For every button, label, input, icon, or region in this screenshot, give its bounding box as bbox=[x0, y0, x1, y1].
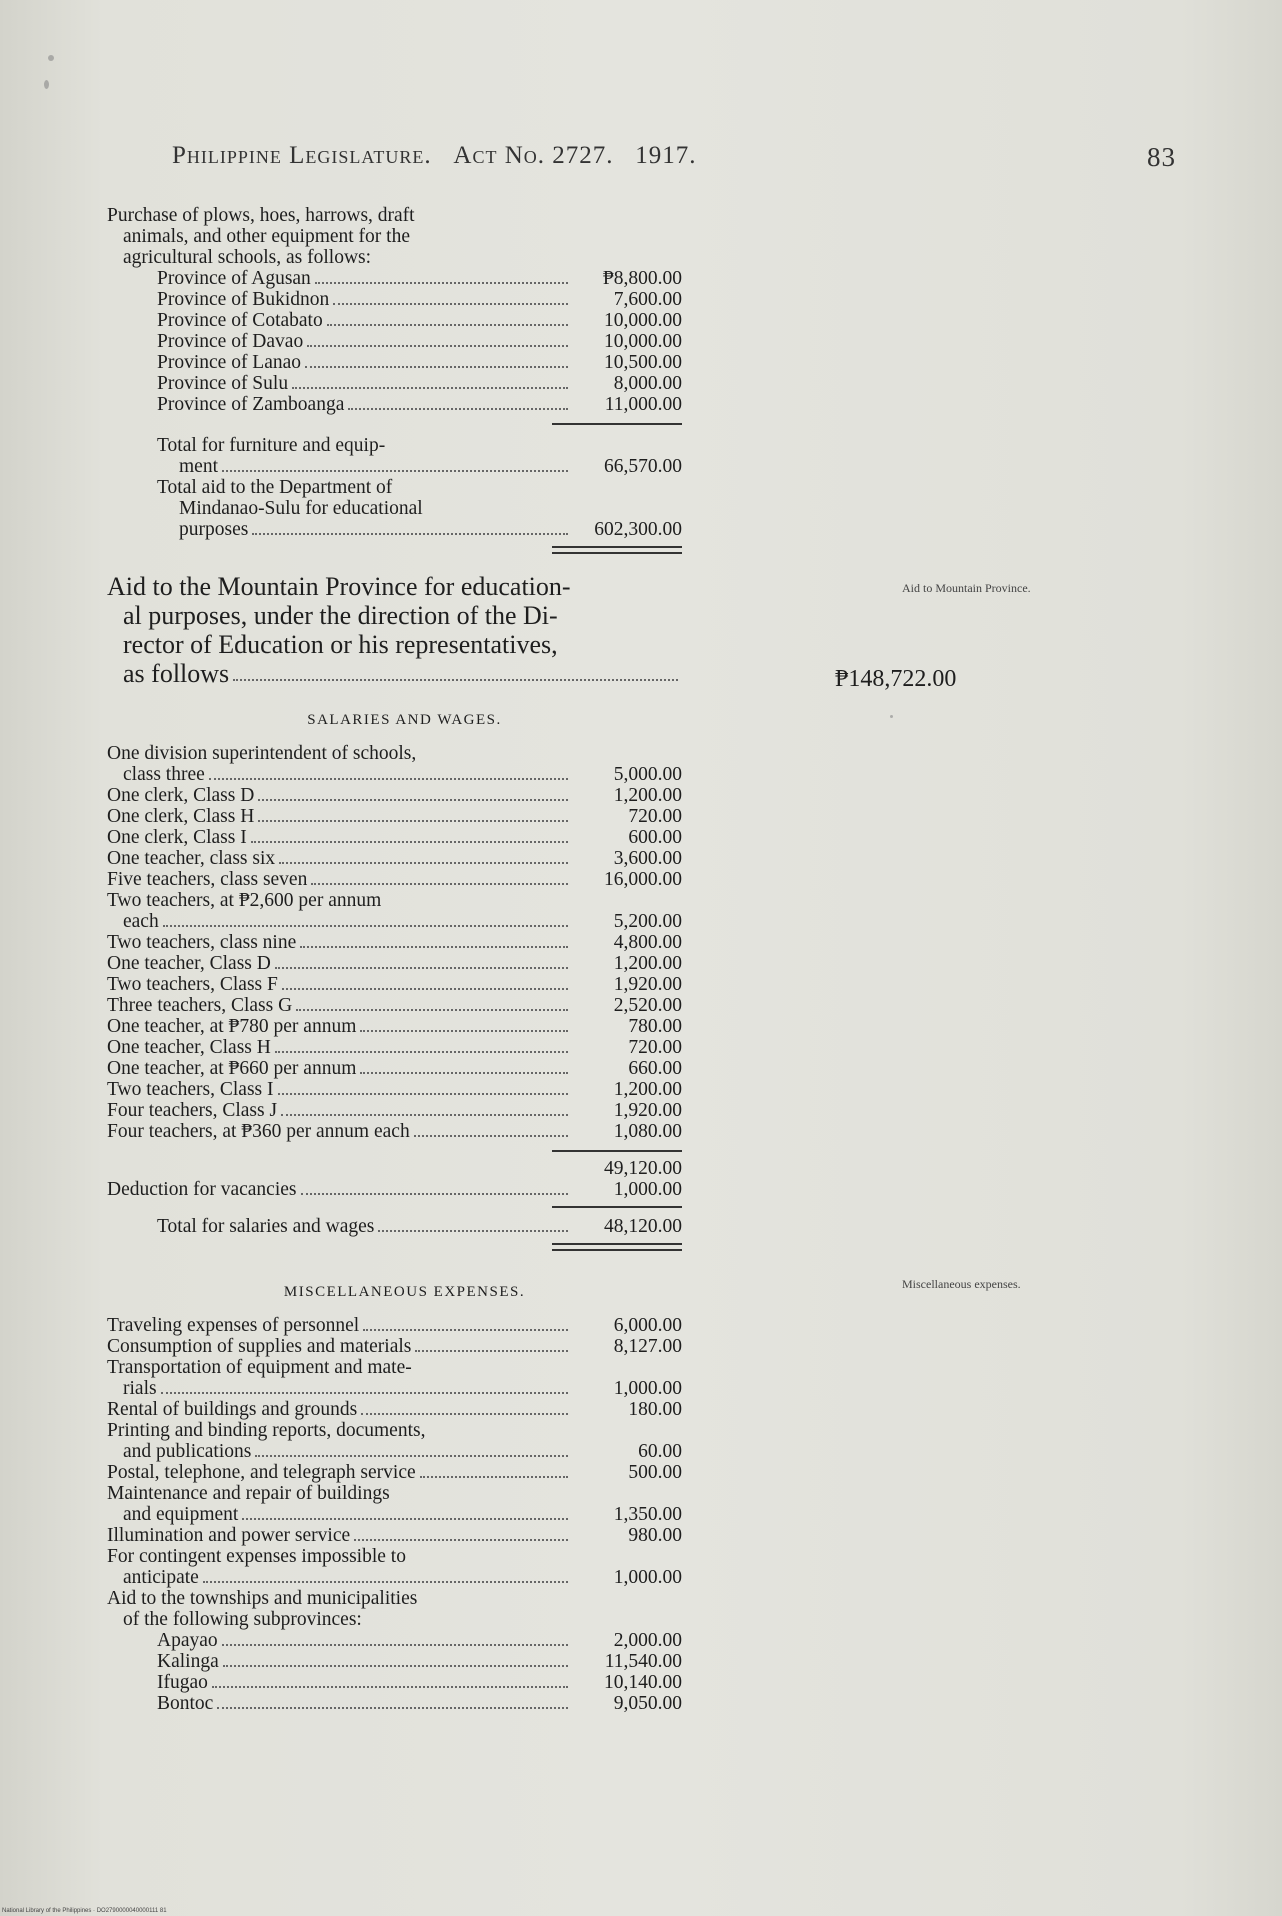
ledger-label: Bontoc bbox=[157, 1693, 214, 1714]
subprovince-items bbox=[107, 1630, 682, 1714]
ledger-row bbox=[107, 1651, 682, 1672]
mountain-province-paragraph bbox=[107, 572, 957, 692]
ledger-label: Apayao bbox=[157, 1630, 218, 1651]
ledger-row bbox=[107, 1693, 682, 1714]
header-act: Act No. 2727. bbox=[453, 142, 614, 169]
ledger-amount: 500.00 bbox=[628, 1462, 682, 1483]
dot-leader bbox=[361, 1413, 568, 1415]
ledger-amount: 2,000.00 bbox=[613, 1630, 682, 1651]
ledger-row bbox=[107, 953, 682, 974]
salary-subtotal-row bbox=[107, 1158, 682, 1179]
ledger-label: Province of Sulu bbox=[157, 373, 289, 394]
page-number: 83 bbox=[1147, 142, 1176, 172]
misc-section bbox=[107, 1262, 682, 1714]
total-furniture-row bbox=[107, 456, 682, 477]
ledger-label: class three bbox=[123, 764, 205, 785]
dot-leader bbox=[360, 1030, 568, 1032]
ledger-amount: 3,600.00 bbox=[613, 848, 682, 869]
ledger-amount: 10,000.00 bbox=[604, 331, 682, 352]
ledger-row bbox=[107, 268, 682, 289]
ledger-amount: 5,000.00 bbox=[613, 764, 682, 785]
ledger-label: Rental of buildings and grounds bbox=[107, 1399, 358, 1420]
equipment-intro bbox=[107, 205, 682, 268]
ledger-label: One clerk, Class I bbox=[107, 827, 247, 848]
ledger-row bbox=[107, 1672, 682, 1693]
ledger-row bbox=[107, 352, 682, 373]
dot-leader bbox=[363, 1329, 568, 1331]
header-legislature: Philippine Legislature. bbox=[172, 142, 432, 169]
ledger-amount: 16,000.00 bbox=[604, 869, 682, 890]
ink-speck bbox=[48, 55, 54, 61]
rule bbox=[552, 1206, 682, 1208]
ledger-amount: 1,200.00 bbox=[613, 785, 682, 806]
ledger-row bbox=[107, 1336, 682, 1357]
deduction-row bbox=[107, 1179, 682, 1200]
ledger-row bbox=[107, 1504, 682, 1525]
ledger-label: and equipment bbox=[123, 1504, 239, 1525]
total-aid-amount: 602,300.00 bbox=[594, 519, 682, 540]
ledger-row bbox=[107, 1058, 682, 1079]
deduction-amount: 1,000.00 bbox=[613, 1179, 682, 1200]
total-furniture-amount: 66,570.00 bbox=[604, 456, 682, 477]
ledger-row bbox=[107, 394, 682, 415]
dot-leader bbox=[307, 345, 568, 347]
ledger-row bbox=[107, 1630, 682, 1651]
ledger-row bbox=[107, 911, 682, 932]
ledger-amount: 60.00 bbox=[638, 1441, 682, 1462]
dot-leader bbox=[305, 366, 568, 368]
mountain-line: rector of Education or his representatives, bbox=[123, 630, 558, 659]
section-title-salaries: SALARIES AND WAGES. bbox=[307, 712, 502, 728]
dot-leader bbox=[258, 820, 568, 822]
ledger-row bbox=[107, 974, 682, 995]
salary-subtotal: 49,120.00 bbox=[604, 1158, 682, 1179]
ledger-amount: 600.00 bbox=[628, 827, 682, 848]
ledger-amount: 10,000.00 bbox=[604, 310, 682, 331]
ledger-row bbox=[107, 289, 682, 310]
ledger-row bbox=[107, 1016, 682, 1037]
ledger-label: One teacher, class six bbox=[107, 848, 276, 869]
mountain-line: al purposes, under the direction of the Di- bbox=[123, 601, 558, 630]
ledger-label: One clerk, Class H bbox=[107, 806, 255, 827]
ledger-amount: 6,000.00 bbox=[613, 1315, 682, 1336]
ledger-row bbox=[107, 848, 682, 869]
ledger-row bbox=[107, 995, 682, 1016]
ledger-label: Province of Bukidnon bbox=[157, 289, 330, 310]
dot-leader bbox=[296, 1009, 568, 1011]
dot-leader bbox=[315, 282, 568, 284]
margin-note-mountain: Aid to Mountain Province. bbox=[902, 581, 1031, 595]
dot-leader bbox=[275, 1051, 568, 1053]
margin-note-misc: Miscellaneous expenses. bbox=[902, 1277, 1021, 1291]
header-year: 1917. bbox=[635, 142, 697, 169]
ledger-amount: 180.00 bbox=[628, 1399, 682, 1420]
ledger-row bbox=[107, 1462, 682, 1483]
rule bbox=[552, 1150, 682, 1152]
ledger-label: Traveling expenses of personnel bbox=[107, 1315, 360, 1336]
ledger-line-text: One division superintendent of schools, bbox=[107, 743, 417, 764]
dot-leader bbox=[327, 324, 568, 326]
equipment-items bbox=[107, 268, 682, 415]
ledger-label: One clerk, Class D bbox=[107, 785, 255, 806]
ledger-row bbox=[107, 827, 682, 848]
ledger-label: Four teachers, Class J bbox=[107, 1100, 278, 1121]
ledger-label: anticipate bbox=[123, 1567, 199, 1588]
deduction-label: Deduction for vacancies bbox=[107, 1179, 297, 1200]
double-rule bbox=[552, 1243, 682, 1251]
ledger-line-text: Maintenance and repair of buildings bbox=[107, 1483, 390, 1504]
ledger-label: Two teachers, Class I bbox=[107, 1079, 274, 1100]
ledger-label: One teacher, at ₱780 per annum bbox=[107, 1016, 357, 1037]
dot-leader bbox=[300, 946, 568, 948]
ledger-amount: 1,920.00 bbox=[613, 1100, 682, 1121]
running-header bbox=[172, 142, 1176, 182]
ledger-row bbox=[107, 1525, 682, 1546]
ledger-amount: 8,000.00 bbox=[613, 373, 682, 394]
ledger-row bbox=[107, 1079, 682, 1100]
ledger-row bbox=[107, 932, 682, 953]
ledger-row bbox=[107, 785, 682, 806]
ledger-row bbox=[107, 1121, 682, 1142]
dot-leader bbox=[163, 925, 568, 927]
dot-leader bbox=[279, 862, 568, 864]
ledger-amount: 1,080.00 bbox=[613, 1121, 682, 1142]
ledger-label: rials bbox=[123, 1378, 157, 1399]
ledger-amount: 720.00 bbox=[628, 1037, 682, 1058]
ledger-line-text: Transportation of equipment and mate- bbox=[107, 1357, 412, 1378]
misc-items bbox=[107, 1315, 682, 1588]
salary-total-row bbox=[107, 1216, 682, 1237]
ledger-label: Consumption of supplies and materials bbox=[107, 1336, 412, 1357]
total-aid-label-l2: Mindanao-Sulu for educational bbox=[179, 498, 423, 519]
ledger-line-text: Printing and binding reports, documents, bbox=[107, 1420, 426, 1441]
ledger-amount: 1,000.00 bbox=[613, 1378, 682, 1399]
total-aid-row bbox=[107, 519, 682, 540]
ledger-label: Ifugao bbox=[157, 1672, 208, 1693]
ledger-amount: ₱8,800.00 bbox=[602, 268, 682, 289]
ledger-amount: 980.00 bbox=[628, 1525, 682, 1546]
dot-leader bbox=[333, 303, 568, 305]
ledger-row bbox=[107, 1567, 682, 1588]
dot-leader bbox=[292, 387, 568, 389]
dot-leader bbox=[217, 1707, 568, 1709]
dot-leader bbox=[223, 1665, 568, 1667]
ledger-label: Province of Davao bbox=[157, 331, 304, 352]
mountain-amount: ₱148,722.00 bbox=[835, 666, 957, 692]
ledger-row bbox=[107, 806, 682, 827]
ledger-amount: 7,600.00 bbox=[613, 289, 682, 310]
rule bbox=[552, 423, 682, 425]
ledger-row bbox=[107, 1315, 682, 1336]
ledger-row bbox=[107, 331, 682, 352]
ledger-amount: 11,540.00 bbox=[604, 1651, 682, 1672]
ledger-amount: 1,200.00 bbox=[613, 953, 682, 974]
salary-total-label: Total for salaries and wages bbox=[157, 1216, 375, 1237]
ledger-row bbox=[107, 310, 682, 331]
ledger-amount: 9,050.00 bbox=[613, 1693, 682, 1714]
ledger-label: Kalinga bbox=[157, 1651, 219, 1672]
total-furniture-label-l1: Total for furniture and equip- bbox=[157, 435, 386, 456]
townships-label-l2: of the following subprovinces: bbox=[123, 1609, 362, 1630]
section-title-misc: MISCELLANEOUS EXPENSES. bbox=[283, 1284, 526, 1300]
ledger-line-text: For contingent expenses impossible to bbox=[107, 1546, 406, 1567]
total-furniture-label-l2: ment bbox=[179, 456, 218, 477]
dot-leader bbox=[281, 1114, 568, 1116]
dot-leader bbox=[222, 1644, 568, 1646]
ledger-row bbox=[107, 373, 682, 394]
ledger-label: Postal, telephone, and telegraph service bbox=[107, 1462, 416, 1483]
ledger-amount: 660.00 bbox=[628, 1058, 682, 1079]
ledger-row bbox=[107, 764, 682, 785]
dot-leader bbox=[212, 1686, 568, 1688]
ledger-label: Province of Cotabato bbox=[157, 310, 323, 331]
mountain-line: as follows bbox=[123, 659, 230, 688]
ledger-label: One teacher, Class H bbox=[107, 1037, 271, 1058]
dot-leader bbox=[414, 1135, 568, 1137]
dot-leader bbox=[251, 841, 568, 843]
ink-speck bbox=[890, 715, 893, 718]
ledger-line-text: Two teachers, at ₱2,600 per annum bbox=[107, 890, 382, 911]
ledger-label: Two teachers, Class F bbox=[107, 974, 278, 995]
equipment-intro-line: animals, and other equipment for the bbox=[123, 226, 410, 247]
total-aid-label-l1: Total aid to the Department of bbox=[157, 477, 393, 498]
ledger-amount: 780.00 bbox=[628, 1016, 682, 1037]
equipment-intro-line: Purchase of plows, hoes, harrows, draft bbox=[107, 205, 415, 226]
ledger-amount: 5,200.00 bbox=[613, 911, 682, 932]
dot-leader bbox=[360, 1072, 568, 1074]
dot-leader bbox=[203, 1581, 568, 1583]
salary-total-amount: 48,120.00 bbox=[604, 1216, 682, 1237]
dot-leader bbox=[348, 408, 568, 410]
ledger-row bbox=[107, 1037, 682, 1058]
mountain-line: Aid to the Mountain Province for education- bbox=[107, 572, 571, 601]
scan-footer: National Library of the Philippines · DO2790000040000111 81 bbox=[2, 1908, 167, 1914]
ledger-row bbox=[107, 1441, 682, 1462]
dot-leader bbox=[420, 1476, 568, 1478]
dot-leader bbox=[242, 1518, 568, 1520]
ledger-label: One teacher, at ₱660 per annum bbox=[107, 1058, 357, 1079]
ledger-label: Three teachers, Class G bbox=[107, 995, 293, 1016]
ledger-label: Province of Agusan bbox=[157, 268, 311, 289]
salary-items bbox=[107, 743, 682, 1142]
dot-leader bbox=[278, 1093, 568, 1095]
ledger-amount: 1,000.00 bbox=[613, 1567, 682, 1588]
ledger-amount: 2,520.00 bbox=[613, 995, 682, 1016]
ledger-row bbox=[107, 1378, 682, 1399]
ledger-row bbox=[107, 869, 682, 890]
dot-leader bbox=[161, 1392, 568, 1394]
ledger-label: Two teachers, class nine bbox=[107, 932, 297, 953]
dot-leader bbox=[275, 967, 568, 969]
double-rule bbox=[552, 546, 682, 554]
ledger-label: and publications bbox=[123, 1441, 252, 1462]
ledger-amount: 1,350.00 bbox=[613, 1504, 682, 1525]
ledger-label: Four teachers, at ₱360 per annum each bbox=[107, 1121, 410, 1142]
ledger-label: Illumination and power service bbox=[107, 1525, 351, 1546]
ledger-label: Five teachers, class seven bbox=[107, 869, 308, 890]
ledger-label: each bbox=[123, 911, 159, 932]
ledger-amount: 1,200.00 bbox=[613, 1079, 682, 1100]
dot-leader bbox=[282, 988, 568, 990]
ledger-amount: 720.00 bbox=[628, 806, 682, 827]
ledger-amount: 10,500.00 bbox=[604, 352, 682, 373]
townships-label-l1: Aid to the townships and municipalities bbox=[107, 1588, 418, 1609]
equipment-intro-line: agricultural schools, as follows: bbox=[123, 247, 372, 268]
ink-speck bbox=[44, 80, 49, 89]
ledger-amount: 4,800.00 bbox=[613, 932, 682, 953]
dot-leader bbox=[354, 1539, 568, 1541]
ledger-amount: 10,140.00 bbox=[604, 1672, 682, 1693]
total-aid-label-l3: purposes bbox=[179, 519, 249, 540]
dot-leader bbox=[311, 883, 568, 885]
ledger-amount: 11,000.00 bbox=[604, 394, 682, 415]
ledger-label: Province of Zamboanga bbox=[157, 394, 345, 415]
dot-leader bbox=[415, 1350, 568, 1352]
ledger-row bbox=[107, 1399, 682, 1420]
ledger-amount: 1,920.00 bbox=[613, 974, 682, 995]
salaries-section bbox=[107, 690, 682, 1261]
ledger-amount: 8,127.00 bbox=[613, 1336, 682, 1357]
ledger-label: One teacher, Class D bbox=[107, 953, 271, 974]
ledger-label: Province of Lanao bbox=[157, 352, 302, 373]
dot-leader bbox=[209, 778, 568, 780]
equipment-section bbox=[107, 205, 682, 564]
dot-leader bbox=[258, 799, 568, 801]
dot-leader bbox=[255, 1455, 568, 1457]
ledger-row bbox=[107, 1100, 682, 1121]
